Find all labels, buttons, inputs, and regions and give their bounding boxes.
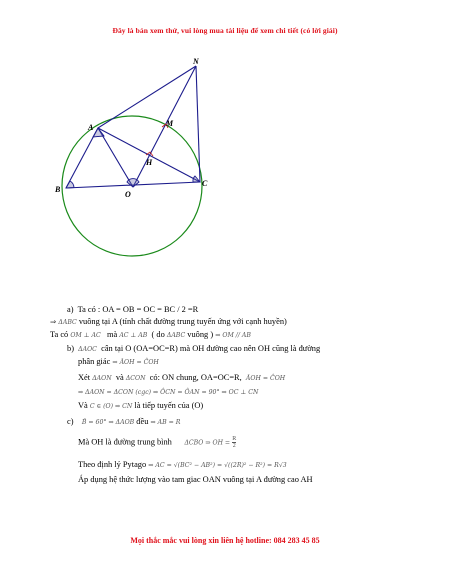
segment-cn: [196, 66, 200, 182]
part-b-line2: [78, 357, 159, 368]
math-c-in-circle: C ∈ (O) ⇒ CN: [89, 403, 133, 410]
label-h: H: [146, 158, 153, 167]
math-triangle-con: ΔCON: [125, 375, 146, 382]
math-pythagoras: ⇒ AC = √(BC² − AB²) = √((2R)² − R²) = R√3: [148, 462, 287, 469]
text-ma: mà: [107, 330, 118, 339]
math-om-perp-ac: OM ⊥ AC: [70, 332, 101, 339]
math-ac-perp-ab: AC ⊥ AB: [119, 332, 148, 339]
part-a-statement: Ta có : OA = OB = OC = BC / 2 =R: [77, 305, 199, 314]
math-angle-equality-2: ÂOH = ĈOH: [245, 375, 286, 382]
part-c-line2: [78, 436, 236, 449]
angle-mark-b: [66, 181, 74, 188]
math-angle-equality: ⇒ ÂOH = ĈOH: [112, 359, 159, 366]
angle-mark-o: [127, 179, 139, 187]
part-a-line3: [50, 330, 251, 341]
text-do: ( do: [151, 330, 165, 339]
label-b: B: [55, 185, 61, 194]
text-va-2: Và: [78, 401, 88, 410]
segment-an: [98, 66, 196, 128]
part-a-text2: vuông tại A (tính chất đường trung tuyến ứng với cạnh huyền): [78, 317, 287, 326]
part-a-line1: [67, 305, 198, 315]
part-b-line4: [78, 387, 258, 398]
part-a-label: a): [67, 305, 74, 314]
segment-on: [133, 66, 196, 187]
text-vuong: vuông ): [187, 330, 214, 339]
part-b-line1: [67, 344, 320, 355]
part-c-text4: Áp dụng hệ thức lượng vào tam giac OAN vuông tại A đường cao AH: [78, 475, 313, 484]
text-deu: đều: [136, 417, 149, 426]
math-angle-b-60: B̂ = 60° ⇒ ΔAOB: [81, 419, 135, 426]
math-triangle-abc: ΔABC: [58, 319, 77, 326]
math-triangle-aoc: ΔAOC: [78, 346, 97, 353]
fraction-numerator: R: [232, 436, 237, 442]
math-triangle-aon: ΔAON: [92, 375, 112, 382]
math-ab-equals-r: ⇒ AB = R: [150, 419, 181, 426]
implies-symbol: ⇒: [50, 317, 57, 326]
text-xet: Xét: [78, 373, 91, 382]
part-a-line2: [50, 317, 287, 328]
math-triangle-abc-2: ΔABC: [166, 332, 186, 339]
label-n: N: [193, 57, 199, 66]
text-va: và: [115, 373, 124, 382]
part-c-line1: [67, 417, 180, 428]
part-c-label: c): [67, 417, 74, 426]
part-b-text2: phân giác: [78, 357, 111, 366]
part-c-line3: [78, 460, 287, 471]
preview-notice: Đây là bản xem thử, vui lòng mua tài liệu để xem chi tiết (có lời giải): [112, 26, 338, 35]
part-b-text1: cân tại O (OA=OC=R) mà OH đường cao nên OH cũng là đường: [101, 344, 321, 353]
math-congruence-chain: ⇒ ΔAON = ΔCON (cgc) ⇒ ÔCN = ÔAN = 90° ⇒ OC ⊥ CN: [78, 389, 259, 396]
hotline-notice: Mọi thắc mắc vui lòng xin liên hệ hotline: 084 283 45 85: [130, 536, 320, 545]
fraction-r-over-2: [232, 436, 236, 449]
angle-mark-a: [93, 128, 104, 137]
part-b-text3: có: ON chung, OA=OC=R,: [149, 373, 242, 382]
part-b-label: b): [67, 344, 74, 353]
label-c: C: [202, 179, 208, 188]
geometry-figure: [50, 50, 220, 260]
label-m: M: [166, 119, 174, 128]
fraction-denominator: 2: [232, 443, 236, 449]
part-b-line3: [78, 373, 285, 384]
math-om-parallel-ab: ⇒ OM // AB: [215, 332, 251, 339]
text-ta-co: Ta có: [50, 330, 69, 339]
part-b-line5: [78, 401, 203, 412]
part-c-line4: [78, 475, 313, 485]
math-triangle-cbo: ΔCBO ⇒ OH =: [184, 439, 231, 447]
segment-ac: [98, 128, 200, 182]
part-c-text2: Mà OH là đường trung bình: [78, 437, 172, 447]
angle-mark-c: [193, 176, 200, 182]
part-c-text3: Theo định lý Pytago: [78, 460, 147, 469]
part-b-text5: là tiếp tuyến của (O): [134, 401, 204, 410]
label-a: A: [88, 123, 94, 132]
label-o: O: [125, 190, 131, 199]
